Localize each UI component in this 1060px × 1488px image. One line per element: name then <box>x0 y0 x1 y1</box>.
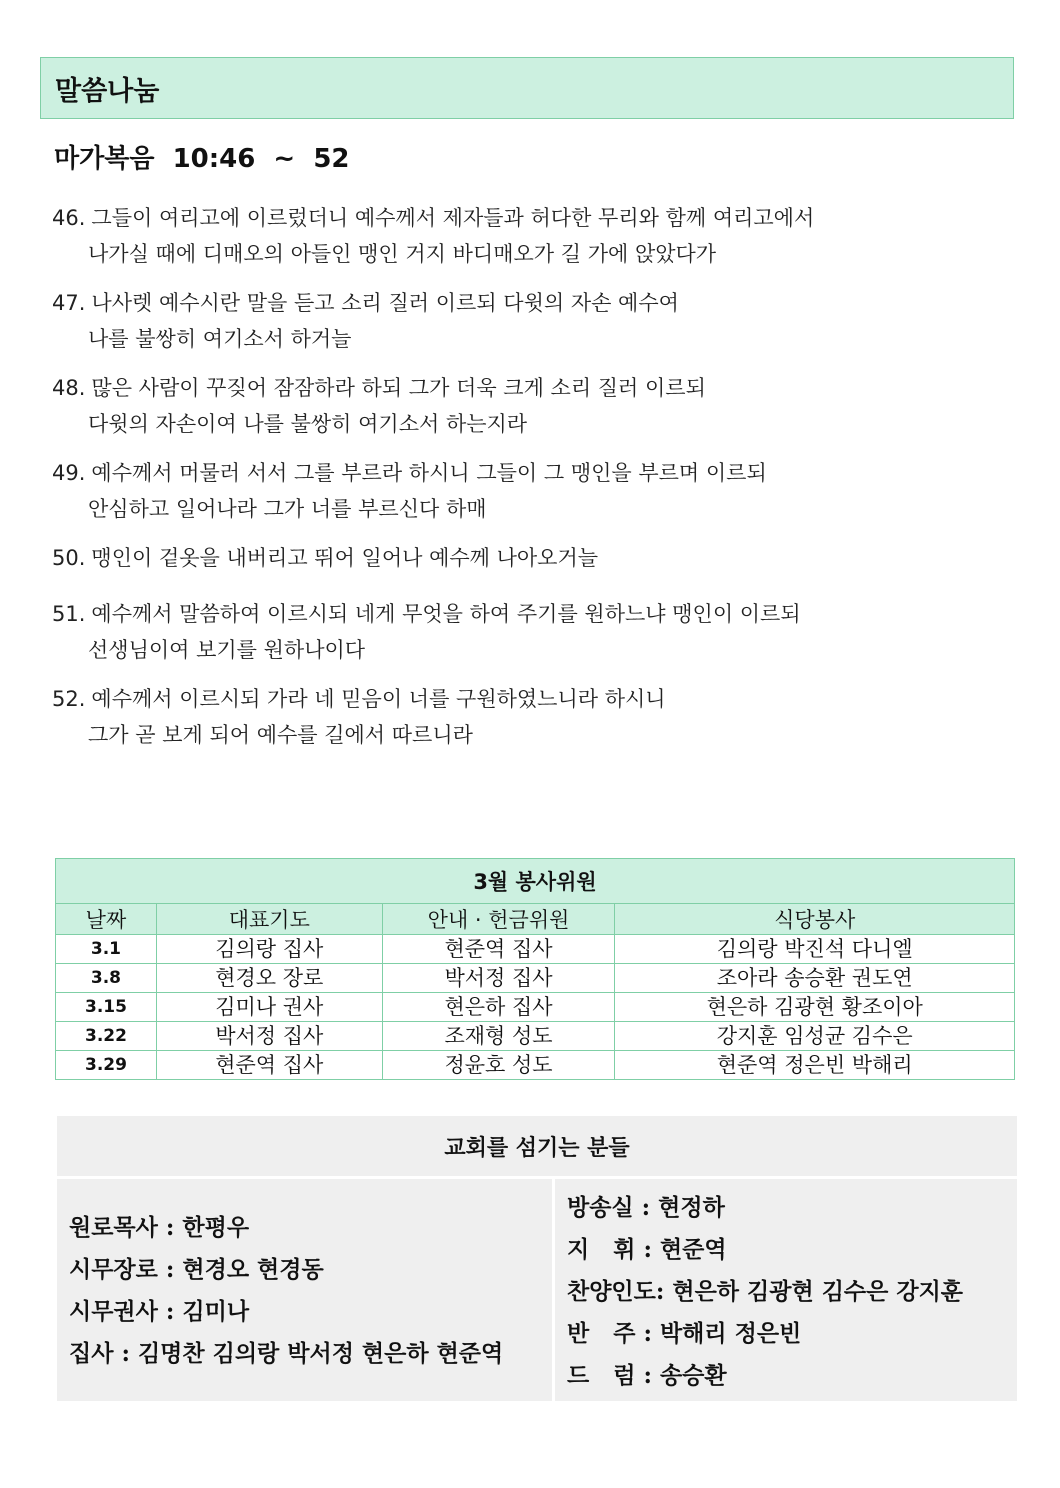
cell-prayer: 현준역 집사 <box>156 1051 382 1080</box>
volunteer-table <box>55 858 1015 1080</box>
servants-right-column <box>555 1179 1017 1401</box>
verse-number: 51. <box>52 602 86 626</box>
servant-entry: 찬양인도: 현은하 김광현 김수은 강지훈 <box>567 1278 964 1305</box>
verse-number: 50. <box>52 546 86 570</box>
servant-entry: 반 주 : 박해리 정은빈 <box>567 1320 802 1347</box>
cell-date: 3.8 <box>56 964 157 993</box>
cell-usher: 박서정 집사 <box>382 964 615 993</box>
verse-number: 49. <box>52 461 86 485</box>
verse-49 <box>52 455 1012 527</box>
cell-kitchen: 강지훈 임성균 김수은 <box>615 1022 1015 1051</box>
column-header-date: 날짜 <box>56 904 157 935</box>
servant-entry: 방송실 : 현정하 <box>567 1194 725 1221</box>
table-row <box>56 935 1015 964</box>
cell-kitchen: 조아라 송승환 권도연 <box>615 964 1015 993</box>
verse-text-continued: 나가실 때에 디매오의 아들인 맹인 거지 바디매오가 길 가에 앉았다가 <box>88 242 717 266</box>
table-row <box>56 964 1015 993</box>
cell-prayer: 김의랑 집사 <box>156 935 382 964</box>
verse-text: 그들이 여리고에 이르렀더니 예수께서 제자들과 허다한 무리와 함께 여리고에서 <box>91 206 815 230</box>
servant-entry: 시무권사 : 김미나 <box>69 1298 250 1325</box>
verse-text: 맹인이 겉옷을 내버리고 뛰어 일어나 예수께 나아오거늘 <box>91 546 599 570</box>
cell-kitchen: 현준역 정은빈 박해리 <box>615 1051 1015 1080</box>
cell-usher: 현은하 집사 <box>382 993 615 1022</box>
verse-text-continued: 안심하고 일어나라 그가 너를 부르신다 하매 <box>88 497 487 521</box>
section-header <box>40 57 1014 119</box>
cell-usher: 현준역 집사 <box>382 935 615 964</box>
column-header-kitchen: 식당봉사 <box>615 904 1015 935</box>
verse-47 <box>52 285 1012 357</box>
column-header-prayer: 대표기도 <box>156 904 382 935</box>
cell-usher: 정윤호 성도 <box>382 1051 615 1080</box>
verse-text: 예수께서 이르시되 가라 네 믿음이 너를 구원하였느니라 하시니 <box>91 687 666 711</box>
verse-50 <box>52 540 1012 576</box>
verse-51 <box>52 596 1012 668</box>
cell-prayer: 김미나 권사 <box>156 993 382 1022</box>
verse-text: 나사렛 예수시란 말을 듣고 소리 질러 이르되 다윗의 자손 예수여 <box>91 291 679 315</box>
servant-entry: 지 휘 : 현준역 <box>567 1236 727 1263</box>
cell-date: 3.22 <box>56 1022 157 1051</box>
volunteer-table-title: 3월 봉사위원 <box>56 859 1015 904</box>
verse-48 <box>52 370 1012 442</box>
church-servants-box <box>57 1116 1017 1401</box>
verse-number: 48. <box>52 376 86 400</box>
cell-kitchen: 현은하 김광현 황조이아 <box>615 993 1015 1022</box>
servants-left-column <box>57 1179 555 1401</box>
verse-text: 예수께서 말씀하여 이르시되 네게 무엇을 하여 주기를 원하느냐 맹인이 이르되 <box>91 602 801 626</box>
verse-text-continued: 다윗의 자손이여 나를 불쌍히 여기소서 하는지라 <box>88 412 528 436</box>
cell-prayer: 박서정 집사 <box>156 1022 382 1051</box>
verse-number: 46. <box>52 206 86 230</box>
verse-text: 예수께서 머물러 서서 그를 부르라 하시니 그들이 그 맹인을 부르며 이르되 <box>91 461 767 485</box>
cell-usher: 조재형 성도 <box>382 1022 615 1051</box>
servant-entry: 시무장로 : 현경오 현경동 <box>69 1256 324 1283</box>
cell-date: 3.1 <box>56 935 157 964</box>
verse-46 <box>52 200 1012 272</box>
servant-entry: 원로목사 : 한평우 <box>69 1214 250 1241</box>
servant-entry: 집사 : 김명찬 김의랑 박서정 현은하 현준역 <box>69 1340 504 1367</box>
verse-text-continued: 그가 곧 보게 되어 예수를 길에서 따르니라 <box>88 723 473 747</box>
cell-date: 3.15 <box>56 993 157 1022</box>
cell-kitchen: 김의랑 박진석 다니엘 <box>615 935 1015 964</box>
cell-date: 3.29 <box>56 1051 157 1080</box>
servant-entry: 드 럼 : 송승환 <box>567 1362 727 1389</box>
cell-prayer: 현경오 장로 <box>156 964 382 993</box>
verse-text-continued: 나를 불쌍히 여기소서 하거늘 <box>88 327 352 351</box>
column-header-usher: 안내 · 헌금위원 <box>382 904 615 935</box>
church-servants-title: 교회를 섬기는 분들 <box>57 1116 1017 1179</box>
verse-number: 52. <box>52 687 86 711</box>
table-row <box>56 1051 1015 1080</box>
table-row <box>56 993 1015 1022</box>
verse-list <box>52 200 1012 766</box>
verse-52 <box>52 681 1012 753</box>
verse-number: 47. <box>52 291 86 315</box>
verse-text-continued: 선생님이여 보기를 원하나이다 <box>88 638 366 662</box>
section-title: 말씀나눔 <box>55 75 160 107</box>
table-row <box>56 1022 1015 1051</box>
verse-text: 많은 사람이 꾸짖어 잠잠하라 하되 그가 더욱 크게 소리 질러 이르되 <box>91 376 706 400</box>
passage-reference: 마가복음 10:46 ~ 52 <box>54 144 350 174</box>
